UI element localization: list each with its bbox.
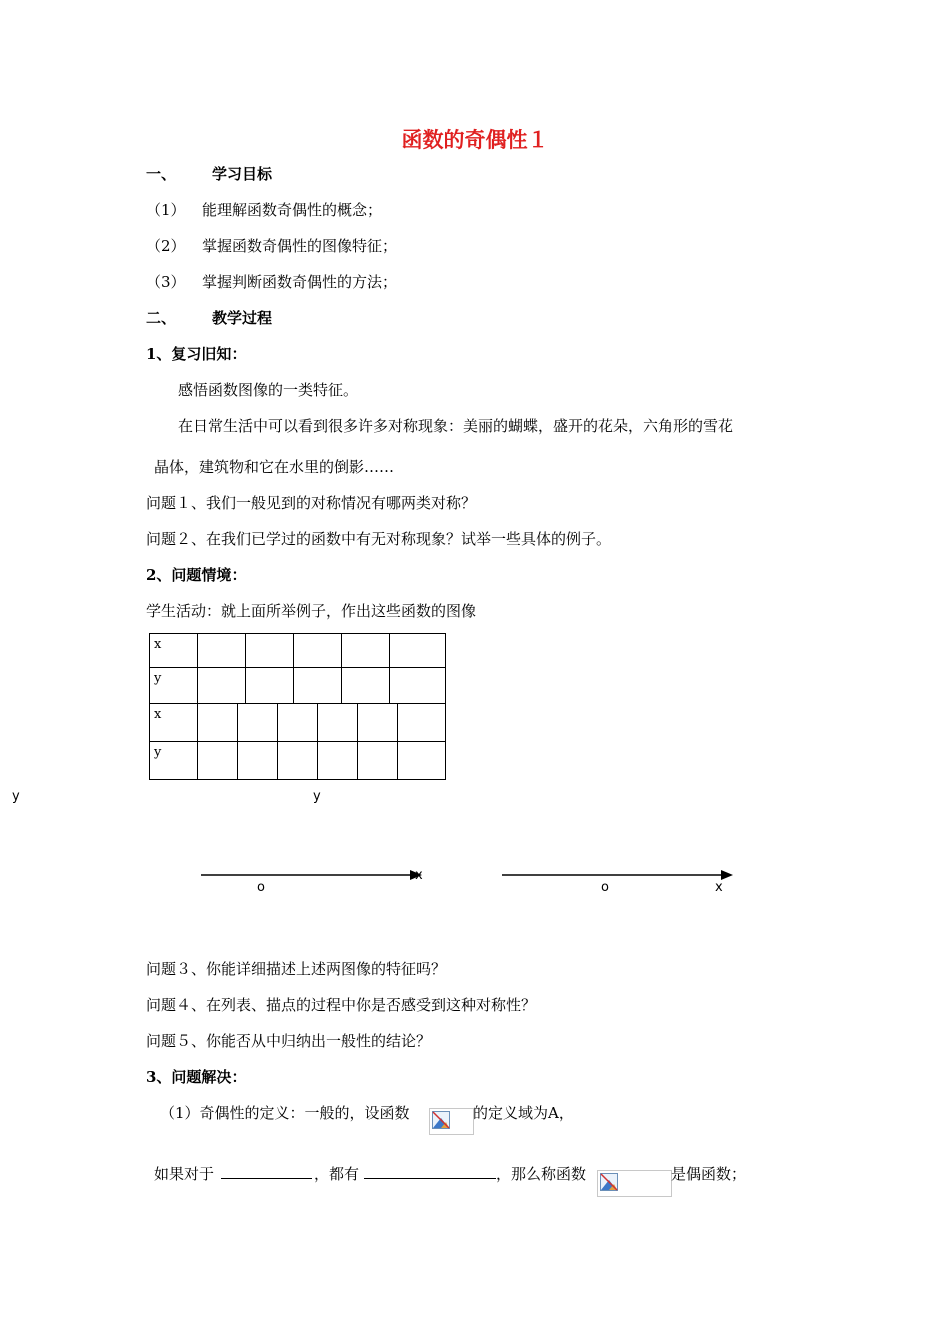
table-cell (294, 634, 342, 668)
definition-line-then: ，那么称函数 (496, 1165, 587, 1183)
review-paragraph-2-line-2: 晶体，建筑物和它在水里的倒影…… (154, 458, 395, 476)
table-cell (198, 704, 238, 742)
table-cell (198, 634, 246, 668)
review-paragraph-2-line-1: 在日常生活中可以看到很多许多对称现象：美丽的蝴蝶，盛开的花朵，六角形的雪花 (178, 417, 734, 435)
right-graph-x-axis (501, 868, 737, 884)
table-cell (246, 668, 294, 704)
section-1-number: 一、 (146, 165, 177, 183)
table-cell (198, 668, 246, 704)
table-cell (246, 634, 294, 668)
definition-line-if: 如果对于 (154, 1165, 215, 1183)
section-2-heading: 教学过程 (212, 309, 273, 327)
review-paragraph-1: 感悟函数图像的一类特征。 (178, 381, 359, 399)
table-cell (278, 742, 318, 780)
function-formula-image-2 (597, 1170, 672, 1197)
definition-text-start: （1）奇偶性的定义：一般的，设函数 (160, 1104, 410, 1122)
student-activity: 学生活动：就上面所举例子，作出这些函数的图像 (146, 602, 477, 620)
question-1: 问题１、我们一般见到的对称情况有哪两类对称？ (146, 494, 477, 512)
table-cell (198, 742, 238, 780)
page-title: 函数的奇偶性１ (401, 127, 549, 152)
table-1-y-label: y (150, 668, 198, 704)
right-graph-y-label: y (313, 789, 321, 804)
table-cell (318, 704, 358, 742)
table-cell (358, 742, 398, 780)
left-graph-y-label: y (12, 789, 20, 804)
table-cell (294, 668, 342, 704)
table-cell (342, 634, 390, 668)
solve-heading: 3、问题解决： (146, 1068, 247, 1086)
value-table-2 (149, 703, 446, 780)
goal-3-number: （3） (146, 273, 186, 291)
definition-line-even: 是偶函数； (671, 1165, 747, 1183)
section-1-heading: 学习目标 (212, 165, 273, 183)
right-graph-x-label: x (715, 880, 723, 895)
definition-text-end: 的定义域为A， (473, 1104, 574, 1122)
table-cell (238, 742, 278, 780)
question-5: 问题５、你能否从中归纳出一般性的结论？ (146, 1032, 432, 1050)
table-cell (398, 704, 446, 742)
left-graph-origin-label: o (257, 880, 265, 895)
table-cell (398, 742, 446, 780)
table-cell (390, 668, 446, 704)
broken-image-icon (432, 1111, 450, 1129)
goal-1-text: 能理解函数奇偶性的概念； (202, 201, 383, 219)
table-cell (342, 668, 390, 704)
table-cell (278, 704, 318, 742)
goal-2-number: （2） (146, 237, 186, 255)
broken-image-icon (600, 1173, 618, 1191)
question-3: 问题３、你能详细描述上述两图像的特征吗？ (146, 960, 447, 978)
table-cell (358, 704, 398, 742)
value-table-1 (149, 633, 446, 704)
scenario-heading: 2、问题情境： (146, 566, 247, 584)
goal-1-number: （1） (146, 201, 186, 219)
function-formula-image (429, 1108, 474, 1135)
table-2-y-label: y (150, 742, 198, 780)
goal-3-text: 掌握判断函数奇偶性的方法； (202, 273, 398, 291)
left-graph-x-axis (200, 868, 425, 884)
question-4: 问题４、在列表、描点的过程中你是否感受到这种对称性？ (146, 996, 537, 1014)
table-cell (318, 742, 358, 780)
goal-2-text: 掌握函数奇偶性的图像特征； (202, 237, 398, 255)
left-graph-x-label: x (415, 868, 423, 883)
right-graph-origin-label: o (601, 880, 609, 895)
table-cell (238, 704, 278, 742)
definition-line-has: ，都有 (314, 1165, 360, 1183)
table-2-x-label: x (150, 704, 198, 742)
blank-condition[interactable] (221, 1164, 312, 1179)
blank-equation[interactable] (364, 1164, 496, 1179)
review-heading: 1、复习旧知： (146, 345, 247, 363)
section-2-number: 二、 (146, 309, 177, 327)
table-1-x-label: x (150, 634, 198, 668)
question-2: 问题２、在我们已学过的函数中有无对称现象？试举一些具体的例子。 (146, 530, 612, 548)
table-cell (390, 634, 446, 668)
